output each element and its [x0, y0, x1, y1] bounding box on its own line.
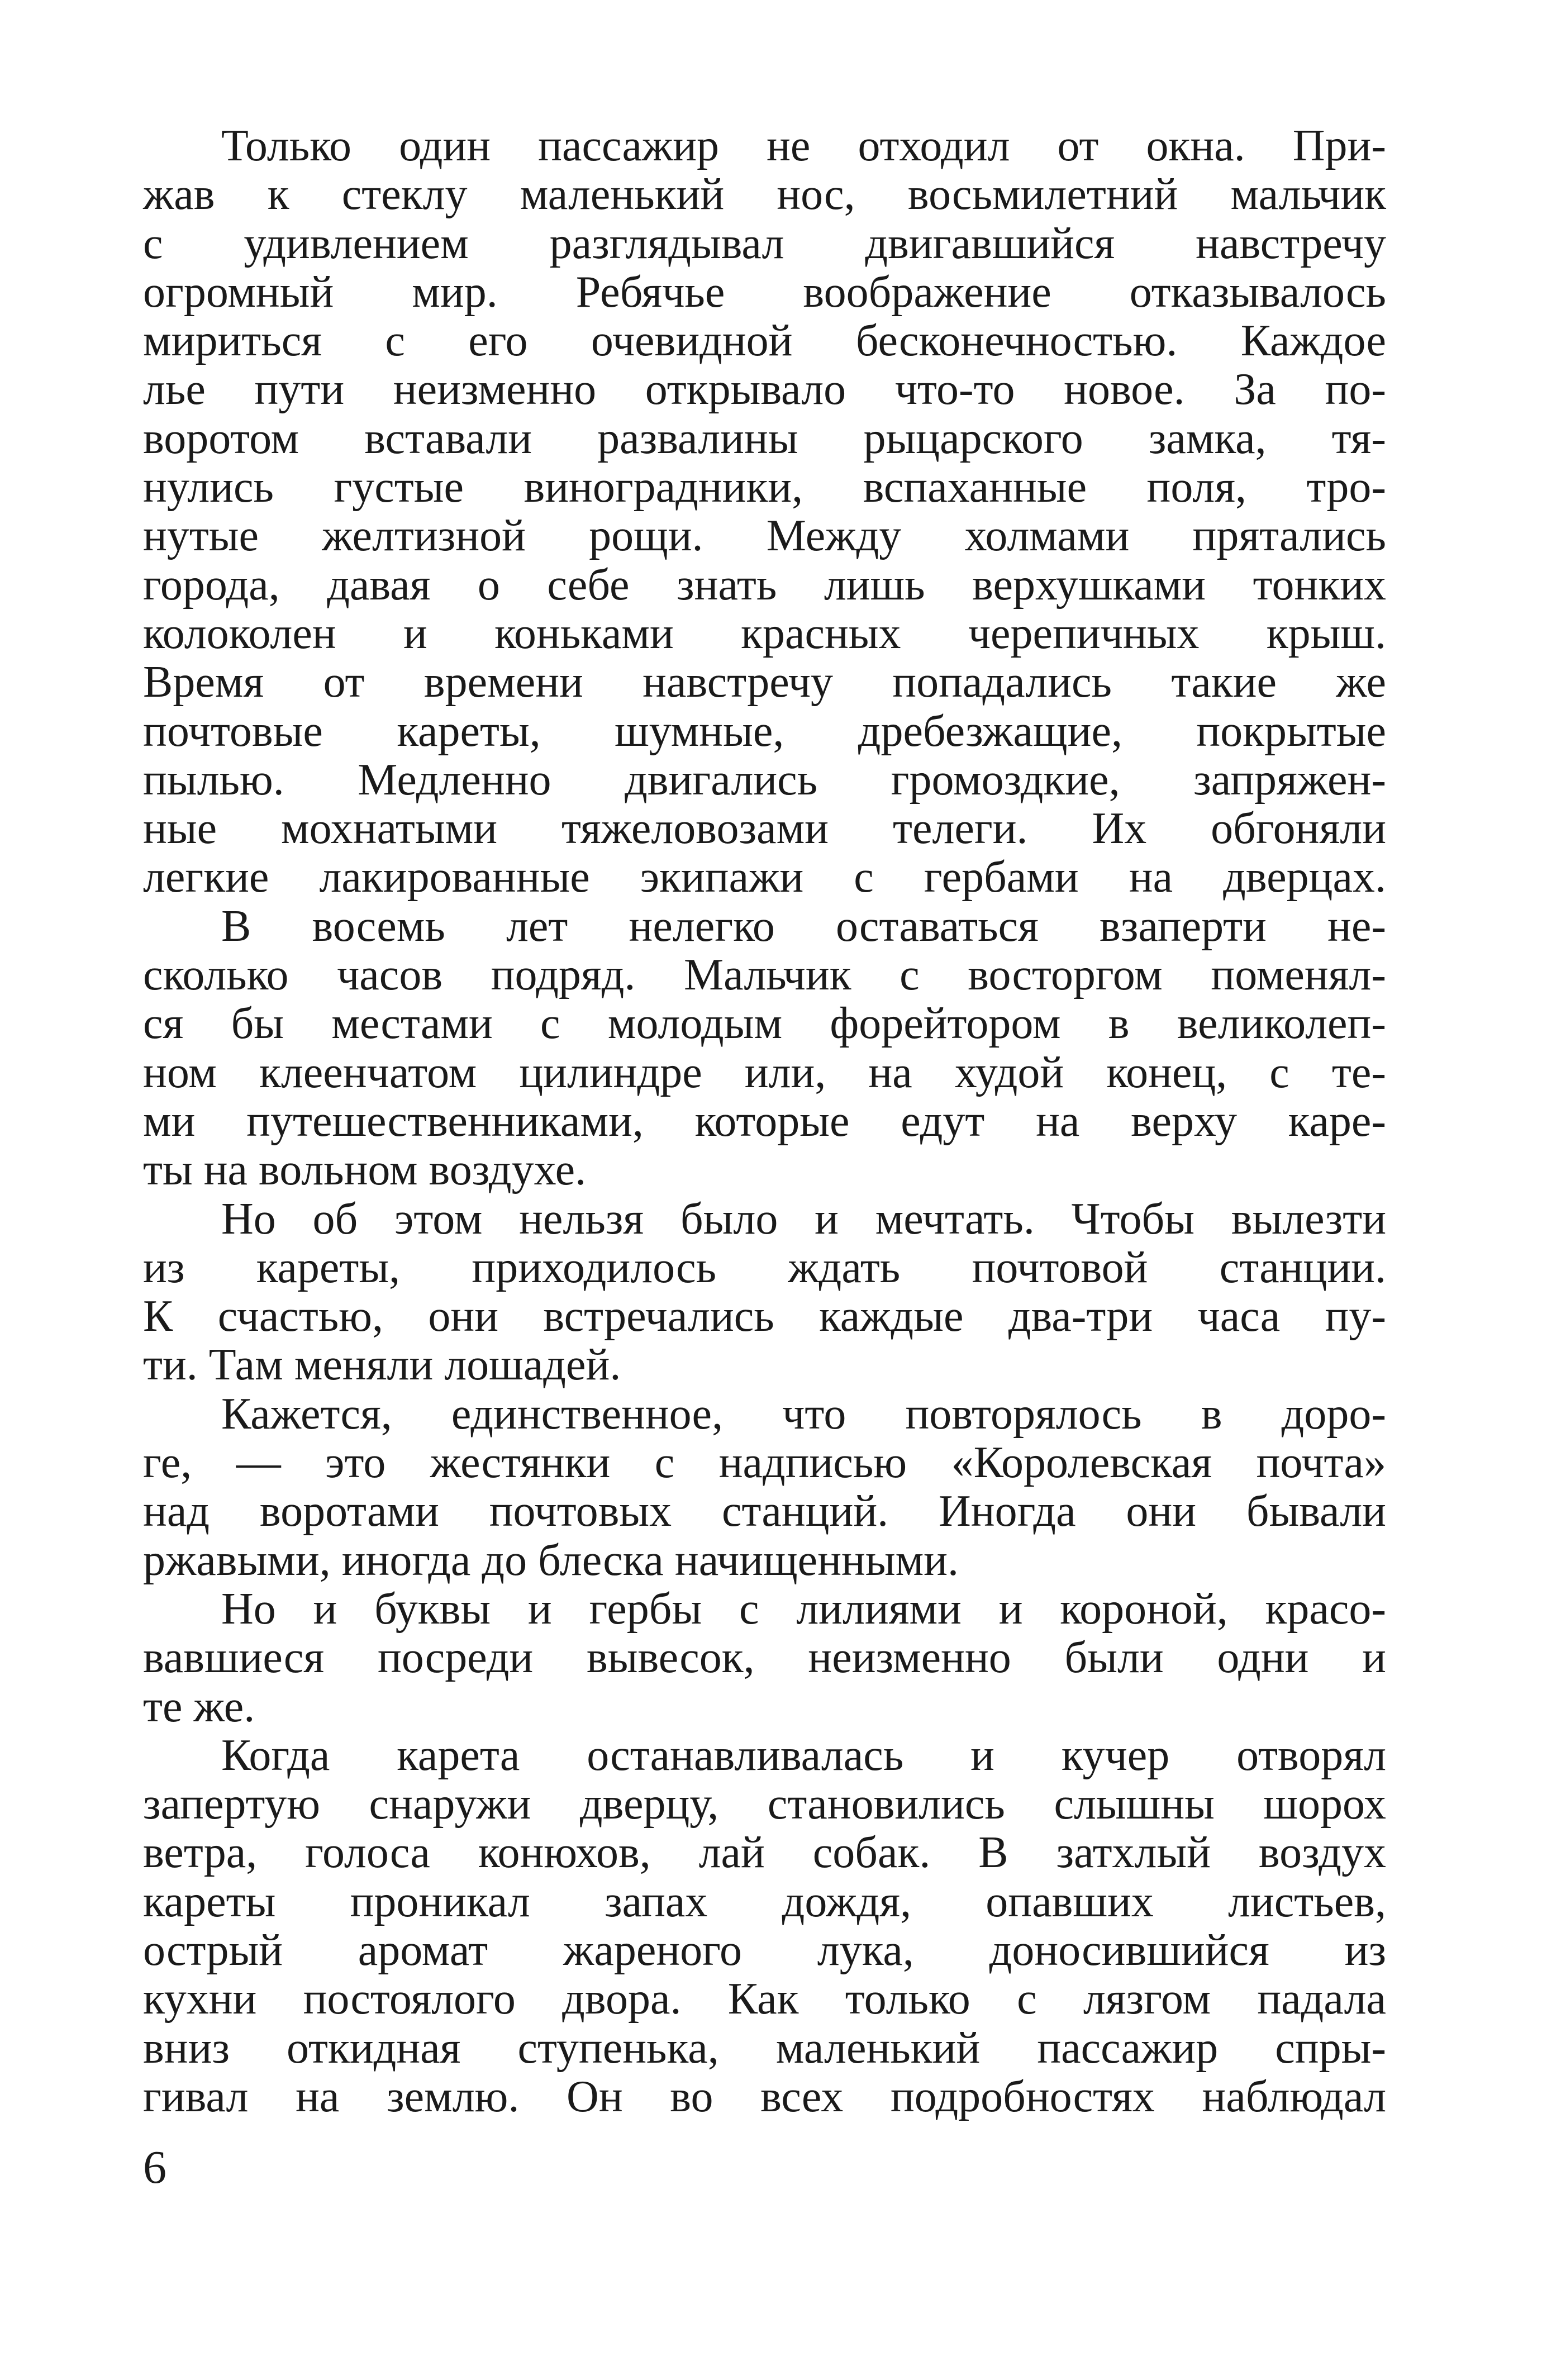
text-line: ге, — это жестянки с надписью «Королевская почта» [143, 1438, 1386, 1488]
text-line: нутые желтизной рощи. Между холмами прятались [143, 511, 1386, 561]
text-line: Когда карета останавливалась и кучер отворял [221, 1730, 1386, 1780]
text-line: колоколен и коньками красных черепичных крыш. [143, 608, 1386, 658]
text-line: мириться с его очевидной бесконечностью. Каждое [143, 316, 1386, 366]
text-line: лье пути неизменно открывало что-то новое. За по- [143, 365, 1386, 415]
text-line: острый аромат жареного лука, доносившийся из [143, 1925, 1386, 1975]
text-line: с удивлением разглядывал двигавшийся навстречу [143, 218, 1386, 268]
text-line: вавшиеся посреди вывесок, неизменно были одни и [143, 1633, 1386, 1683]
text-line: ржавыми, иногда до блеска начищенными. [143, 1535, 959, 1585]
text-line: над воротами почтовых станций. Иногда они бывали [143, 1487, 1386, 1536]
text-line: К счастью, они встречались каждые два-три часа пу- [143, 1292, 1386, 1341]
text-line: Но об этом нельзя было и мечтать. Чтобы вылезти [221, 1194, 1386, 1244]
text-line: жав к стеклу маленький нос, восьмилетний мальчик [143, 170, 1386, 220]
text-line: нулись густые виноградники, вспаханные поля, тро- [143, 463, 1386, 512]
text-line: гивал на землю. Он во всех подробностях наблюдал [143, 2072, 1386, 2121]
text-line: ные мохнатыми тяжеловозами телеги. Их обгоняли [143, 804, 1386, 854]
text-line: ветра, голоса конюхов, лай собак. В затхлый воздух [143, 1828, 1386, 1878]
text-line: ти. Там меняли лошадей. [143, 1340, 621, 1390]
text-line: почтовые кареты, шумные, дребезжащие, покрытые [143, 706, 1386, 756]
text-line: те же. [143, 1682, 255, 1731]
text-line: кареты проникал запах дождя, опавших листьев, [143, 1877, 1386, 1926]
text-line: Время от времени навстречу попадались такие же [143, 658, 1386, 707]
text-line: ном клеенчатом цилиндре или, на худой конец, с те- [143, 1048, 1386, 1097]
text-line: из кареты, приходилось ждать почтовой станции. [143, 1243, 1386, 1292]
text-line: Кажется, единственное, что повторялось в доро- [221, 1389, 1386, 1439]
text-line: Но и буквы и гербы с лилиями и короной, красо- [221, 1584, 1386, 1634]
text-line: ся бы местами с молодым форейтором в великолеп- [143, 999, 1386, 1049]
text-line: ты на вольном воздухе. [143, 1145, 587, 1195]
text-line: вниз откидная ступенька, маленький пассажир спры- [143, 2023, 1386, 2073]
text-line: легкие лакированные экипажи с гербами на дверцах. [143, 853, 1386, 902]
text-line: ми путешественниками, которые едут на верху каре- [143, 1096, 1386, 1146]
text-line: запертую снаружи дверцу, становились слышны шорох [143, 1779, 1386, 1829]
text-line: кухни постоялого двора. Как только с лязгом падала [143, 1974, 1386, 2024]
text-line: воротом вставали развалины рыцарского замка, тя- [143, 413, 1386, 463]
text-line: города, давая о себе знать лишь верхушками тонких [143, 560, 1386, 610]
page-body [143, 122, 1386, 2121]
text-line: Только один пассажир не отходил от окна. При- [221, 121, 1386, 170]
page-number: 6 [143, 2141, 166, 2193]
text-line: сколько часов подряд. Мальчик с восторгом поменял- [143, 950, 1386, 1000]
text-line: огромный мир. Ребячье воображение отказывалось [143, 267, 1386, 317]
text-line: пылью. Медленно двигались громоздкие, запряжен- [143, 755, 1386, 805]
text-line: В восемь лет нелегко оставаться взаперти не- [221, 901, 1386, 951]
